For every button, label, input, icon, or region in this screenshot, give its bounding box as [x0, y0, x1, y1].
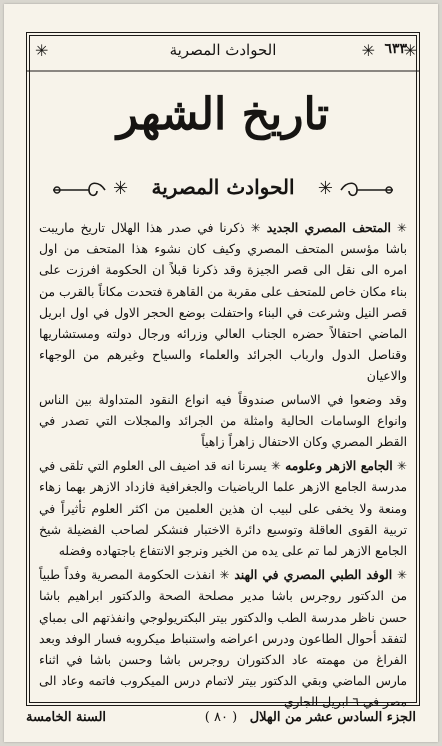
running-header [27, 39, 419, 65]
asterisk-ornament-icon: ✳ [317, 178, 333, 199]
asterisk-ornament-icon: ✳ [403, 41, 417, 60]
main-title: تاريخ الشهر [116, 89, 330, 140]
paragraph-heading: المتحف المصري الجديد [266, 220, 391, 235]
paragraph-heading: الوفد الطبي المصري في الهند [234, 567, 393, 583]
paragraph [39, 455, 407, 562]
asterisk-ornament-icon: ✳ [361, 41, 375, 60]
paragraph-text: انفذت الحكومة المصرية وفداً طبياً من الدكتور روجرس باشا مدير مصلحة الصحة والدكتور ابراهيم باشا حسن ناظر مدرسة الطب والدكتور بيتر البكتريولوجي وانفذتهم الى بمباي لتفقد أحوال الطاعون ودرس اعراضه واستنباط ميكروبه فسار الوفد وبعد الفراغ من مهمته عاد الدكتوران روجرس باشا وحسن باشا في اثناء مارس الماضي وبقي الدكتور بيتر لاتمام درس الميكروب فاتمه وعاد الى مصر في ٦ ابريل الجاري [39, 568, 407, 710]
issue-label: الجزء السادس عشر من الهلال [249, 710, 416, 725]
page [4, 4, 438, 742]
asterisk-ornament-icon: ✳ [250, 221, 261, 235]
footer-page-number: ( ٨٠ ) [204, 710, 238, 725]
header-rule [27, 69, 419, 73]
page-footer [26, 704, 416, 734]
asterisk-ornament-icon: ✳ [396, 221, 407, 235]
page-frame [26, 32, 420, 710]
paragraph-heading: الجامع الازهر وعلومه [285, 458, 393, 474]
paragraph [39, 390, 407, 454]
page-number: ٦٣٣ [384, 41, 407, 57]
article-body [39, 217, 407, 714]
paragraph-text: يسرنا انه قد اضيف الى العلوم التي تلقى في مدرسة الجامع الازهر علما الرياضيات والجغرافية فازداد الازهر بهما زهاء ومنعة ولا يخفى على لبيب ان هذين العلمين من اكثر العلوم تأثيراً في تربية القوى العاقلة وتوسيع دائرة الاختبار فنشكر لصاحب الفضيلة شيخ الجامع الازهر لما تم على يده من الخير ونرجو الانتفاع باجتهاده وفضله [39, 459, 407, 559]
asterisk-ornament-icon: ✳ [396, 459, 407, 474]
asterisk-ornament-icon: ✳ [113, 178, 129, 199]
asterisk-ornament-icon: ✳ [396, 568, 408, 583]
swirl-ornament-icon [49, 179, 109, 201]
section-heading [27, 171, 419, 207]
running-title: الحوادث المصرية [169, 41, 277, 59]
paragraph [39, 564, 407, 713]
section-title: الحوادث المصرية [151, 175, 295, 199]
paragraph [39, 217, 407, 388]
paragraph-text: ذكرنا في صدر هذا الهلال تاريخ ماريبت باشا مؤسس المتحف المصري وكيف كان نشوء هذا المتحف من اول امره الى نقل الى قصر الجيزة وقد ذكرنا قبلاً ان الحكومة افرزت على بناء مكان خاص للمتحف على مقربة من القاهرة فتحدت مكاناً بالقرب من قصر النيل وشرعت في البناء واحتفلت بوضع الحجر الاول في اول ابريل الماضي احتفالاً حضره الجناب العالي وزرائه ورجال دولته ومستشاريها وقناصل الدول وارباب الجرائد والعلماء والسياح وغيرهم من الوجهاء والاعيان [39, 221, 407, 384]
asterisk-ornament-icon: ✳ [35, 41, 49, 60]
year-label: السنة الخامسة [26, 710, 107, 725]
asterisk-ornament-icon: ✳ [219, 568, 230, 583]
paragraph-text: وقد وضعوا في الاساس صندوقاً فيه انواع النقود المتداولة بين الناس وانواع الوسامات الحالية وامثلة من الجرائد والمجلات التي تصدر في القطر المصري وكان الاحتفال زاهراً زاهياً [39, 392, 407, 450]
asterisk-ornament-icon: ✳ [270, 459, 281, 474]
